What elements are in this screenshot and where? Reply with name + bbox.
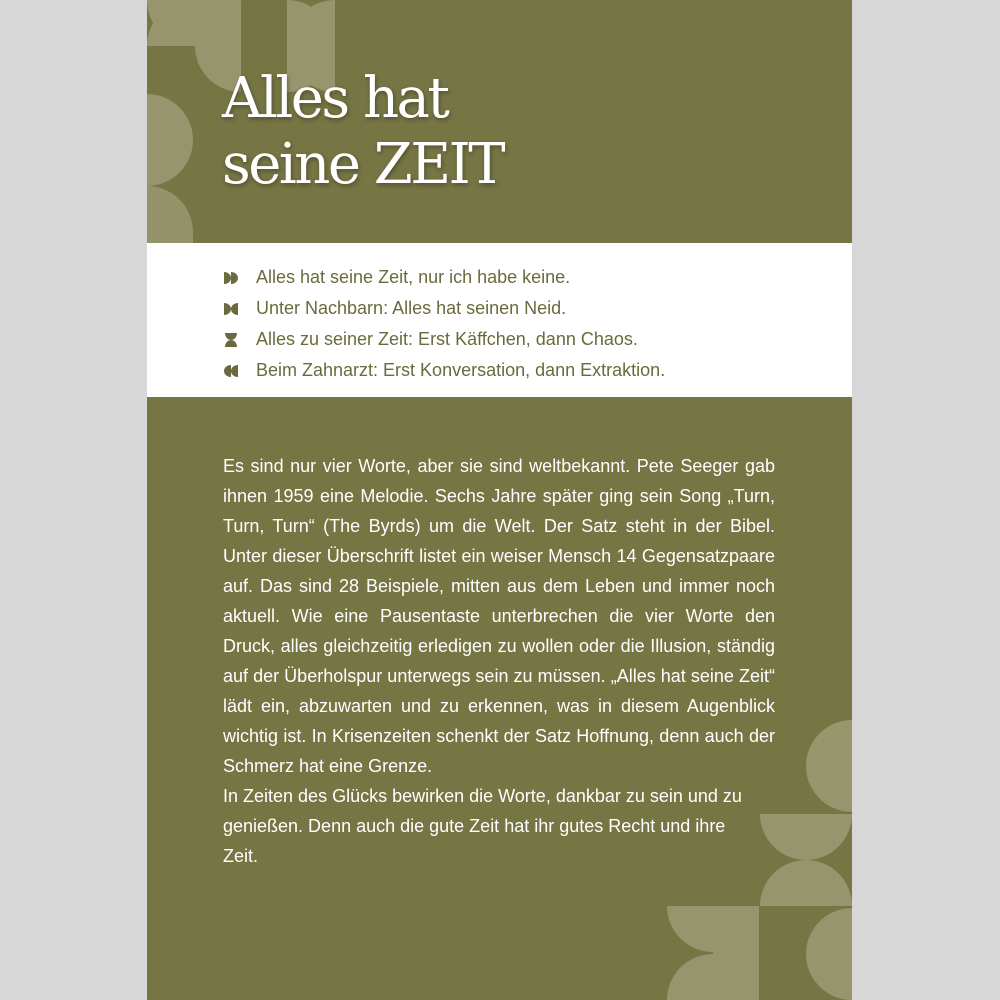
bowtie-icon	[223, 301, 239, 317]
body-text	[223, 451, 775, 871]
title-line-2: seine ZEIT	[222, 132, 504, 197]
hourglass-icon	[223, 332, 239, 348]
saying-text: Alles zu seiner Zeit: Erst Käffchen, dann Chaos.	[256, 329, 638, 349]
body-paragraph-2: In Zeiten des Glücks bewirken die Worte, dankbar zu sein und zu genießen. Denn auch die gute Zeit hat ihr gutes Recht und ihre Zeit.	[223, 786, 742, 866]
title-line-1: Alles hat	[222, 66, 448, 131]
list-item	[223, 293, 665, 324]
list-item	[223, 355, 665, 386]
double-play-icon	[223, 270, 239, 286]
double-rewind-icon	[223, 363, 239, 379]
sayings-list	[223, 262, 665, 386]
body-paragraph-1: Es sind nur vier Worte, aber sie sind weltbekannt. Pete Seeger gab ihnen 1959 eine Melodie. Sechs Jahre später ging sein Song „Turn, Turn, Turn“ (The Byrds) um die Welt. Der Satz steht in der Bibel. Unter dieser Überschrift listet ein weiser Mensch 14 Gegensatzpaare auf. Das sind 28 Beispiele, mitten aus dem Leben und immer noch aktuell. Wie eine Pausentaste unterbrechen die vier Worte den Druck, alles gleichzeitig erledigen zu wollen oder die Illusion, ständig auf der Überholspur unterwegs sein zu müssen. „Alles hat seine Zeit“ lädt ein, abzuwarten und zu erkennen, was in diesem Augenblick wichtig ist. In Krisenzeiten schenkt der Satz Hoffnung, denn auch der Schmerz hat eine Grenze.	[223, 456, 775, 776]
list-item	[223, 324, 665, 355]
list-item	[223, 262, 665, 293]
saying-text: Alles hat seine Zeit, nur ich habe keine.	[256, 267, 571, 287]
saying-text: Beim Zahnarzt: Erst Konversation, dann Extraktion.	[256, 360, 666, 380]
sayings-band	[147, 243, 852, 397]
saying-text: Unter Nachbarn: Alles hat seinen Neid.	[256, 298, 567, 318]
info-card	[147, 0, 852, 1000]
page-title	[222, 66, 503, 198]
